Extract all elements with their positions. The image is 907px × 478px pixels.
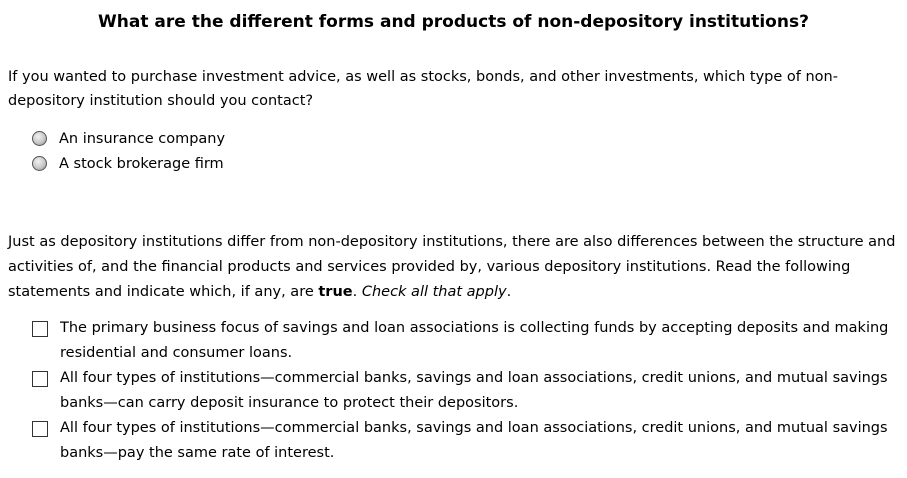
statement-deposit-insurance[interactable] <box>32 366 892 416</box>
question-2-prompt <box>8 230 905 305</box>
checkbox[interactable] <box>32 371 48 387</box>
statement-text: All four types of institutions—commercial banks, savings and loan associations, credit unions, and mutual savings banks—can carry deposit insurance to protect their depositors. <box>60 370 888 411</box>
question-1-prompt: If you wanted to purchase investment advice, as well as stocks, bonds, and other investments, which type of non-depository institution should you contact? <box>8 69 838 109</box>
prompt-text: Just as depository institutions differ from non-depository institutions, there are also differences between the structure and activities of, and the financial products and services provided by, various depository institutions. Read the following statements and indicate which, if any, are <box>8 234 896 300</box>
question-1-options <box>32 126 225 176</box>
prompt-end: . <box>506 284 512 300</box>
checkbox[interactable] <box>32 321 48 337</box>
option-stock-brokerage-firm[interactable] <box>32 151 225 176</box>
option-insurance-company[interactable] <box>32 126 225 151</box>
statement-text: The primary business focus of savings and loan associations is collecting funds by accepting deposits and making residential and consumer loans. <box>60 320 889 361</box>
radio-button[interactable] <box>32 131 47 146</box>
statement-text: All four types of institutions—commercial banks, savings and loan associations, credit unions, and mutual savings banks—pay the same rate of interest. <box>60 420 888 461</box>
prompt-separator: . <box>352 284 362 300</box>
prompt-instruction: Check all that apply <box>361 284 507 300</box>
question-2-statements <box>32 316 892 466</box>
page-title: What are the different forms and products of non-depository institutions? <box>98 12 809 32</box>
prompt-bold-text: true <box>318 284 353 300</box>
statement-savings-loan-focus[interactable] <box>32 316 892 366</box>
checkbox[interactable] <box>32 421 48 437</box>
option-label: An insurance company <box>59 130 226 147</box>
radio-button[interactable] <box>32 156 47 171</box>
option-label: A stock brokerage firm <box>59 155 224 172</box>
statement-same-interest-rate[interactable] <box>32 416 892 466</box>
